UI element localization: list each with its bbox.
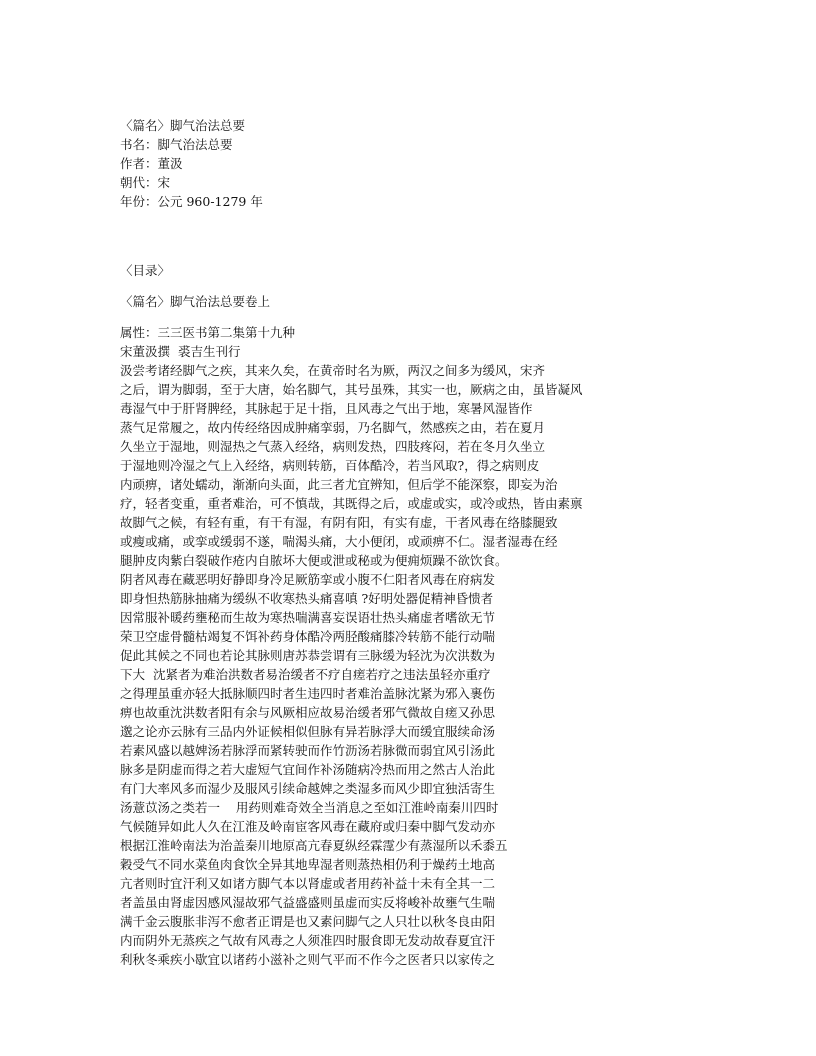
body-line: 或瘦或痛，或挛或缓弱不遂，喘渴头痛，大小便闭，或顽痹不仁。湿者湿毒在经 — [120, 534, 558, 549]
body-line: 邈之论亦云脉有三品内外证候相似但脉有异若脉浮大而缓宜服续命汤 — [120, 724, 496, 739]
body-line: 毒湿气中于肝肾脾经，其脉起于足十指，且风毒之气出于地，寒暑风湿皆作 — [120, 401, 533, 416]
body-line: 属性：三三医书第二集第十九种 — [120, 325, 296, 340]
toc-label: 〈目录〉 — [120, 263, 171, 278]
meta-line-dynasty: 朝代：宋 — [120, 175, 171, 190]
metadata-block — [120, 116, 780, 211]
body-text — [120, 323, 780, 969]
body-line: 之得理虽重亦轻大抵脉顺四时者生违四时者难治盖脉沈紧为邪入裹伤 — [120, 686, 496, 701]
body-line: 下大 沈紧者为难治洪数者易治缓者不疗自瘥若疗之违法虽轻亦重疗 — [120, 667, 491, 682]
body-line: 因常服补暖药壅秘而生故为寒热喘满喜妄误语壮热头痛虚者嗜欲无节 — [120, 610, 496, 625]
body-line: 若素风盛以越婢汤若脉浮而紧转驶而作竹沥汤若脉微而弱宜风引汤此 — [120, 743, 496, 758]
body-line: 穀受气不同水菜鱼肉食饮全异其地卑湿者则蒸热相仍利于燥药土地高 — [120, 857, 496, 872]
body-line: 之后，谓为脚弱，至于大唐，始名脚气，其号虽殊，其实一也，厥病之由，虽皆凝风 — [120, 382, 583, 397]
spacer — [120, 211, 780, 261]
body-line: 腿肿皮肉紫白裂破作疮内自脓坏大便或泄或秘或为便痈烦躁不欲饮食。 — [120, 553, 508, 568]
body-line: 于湿地则冷湿之气上入经络，病则转筋，百体酷冷，若当风取?，得之病则皮 — [120, 458, 540, 473]
body-line: 汲尝考诸经脚气之疾，其来久矣，在黄帝时名为厥，两汉之间多为缓风，宋齐 — [120, 363, 546, 378]
body-line: 亢者则时宜汗利又如诸方脚气本以肾虚或者用药补益十未有全其一二 — [120, 876, 496, 891]
spacer — [120, 280, 780, 292]
body-line: 汤薏苡汤之类若一 用药则难奇效全当消息之至如江淮岭南秦川四时 — [120, 800, 499, 815]
spacer — [120, 311, 780, 323]
body-line: 促此其候之不同也若论其脉则唐苏恭尝谓有三脉缓为轻沈为次洪数为 — [120, 648, 496, 663]
body-line: 荣卫空虚骨髓枯竭复不饵补药身体酷冷两胫酸痛膝冷转筋不能行动喘 — [120, 629, 496, 644]
body-line: 阴者风毒在藏恶明好静即身冷足厥筋挛或小腹不仁阳者风毒在府病发 — [120, 572, 496, 587]
body-line: 内顽痹，诸处蠕动，渐渐向头面，此三者尤宜辨知，但后学不能深察，即妄为治 — [120, 477, 558, 492]
meta-line-author: 作者：董汲 — [120, 156, 183, 171]
body-line: 气候随异如此人久在江淮及岭南宦客风毒在藏府或归秦中脚气发动亦 — [120, 819, 496, 834]
meta-line-title: 〈篇名〉脚气治法总要 — [120, 118, 246, 133]
body-line: 即身怛热筋脉抽痛为缓纵不收寒热头痛喜嗔 ?好明处器促精神昏愦者 — [120, 591, 494, 606]
body-line: 脉多是阴虚而得之若大虚短气宜间作补汤随病冷热而用之然古人治此 — [120, 762, 496, 777]
body-line: 者盖虽由肾虚因感风湿故邪气益盛盛则虽虚而实反将峻补故壅气生喘 — [120, 895, 496, 910]
meta-line-year: 年份：公元 960-1279 年 — [120, 194, 263, 209]
body-line: 痹也故重沈洪数者阳有余与风厥相应故易治缓者邪气微故自瘥又孙思 — [120, 705, 496, 720]
body-line: 根据江淮岭南法为治盖秦川地原高亢春夏纵经霖霪少有蒸湿所以禾黍五 — [120, 838, 508, 853]
body-line: 满千金云腹胀非泻不愈者正谓是也又素问脚气之人只壮以秋冬良由阳 — [120, 914, 496, 929]
body-line: 利秋冬乘疾小歇宜以诸药小滋补之则气平而不作今之医者只以家传之 — [120, 952, 496, 967]
body-line: 故脚气之候，有轻有重，有干有湿，有阴有阳，有实有虚，干者风毒在络膝腿致 — [120, 515, 558, 530]
body-line: 内而阴外无蒸疾之气故有风毒之人须准四时服食即无发动故春夏宜汗 — [120, 933, 496, 948]
body-line: 蒸气足常履之，故内传经络因成肿痛挛弱，乃名脚气，然感疾之由，若在夏月 — [120, 420, 546, 435]
body-line: 有门大率风多而湿少及服风引续命越婢之类湿多而风少即宜独活寄生 — [120, 781, 496, 796]
document-page — [120, 116, 780, 969]
body-line: 宋董汲撰 裘吉生刊行 — [120, 344, 241, 359]
chapter-title: 〈篇名〉脚气治法总要卷上 — [120, 294, 271, 309]
meta-line-book: 书名：脚气治法总要 — [120, 137, 233, 152]
body-line: 久坐立于湿地，则湿热之气蒸入经络，病则发热，四肢疼闷，若在冬月久坐立 — [120, 439, 546, 454]
body-line: 疗，轻者变重，重者难治，可不慎哉，其既得之后，或虚或实，或冷或热，皆由素禀 — [120, 496, 583, 511]
